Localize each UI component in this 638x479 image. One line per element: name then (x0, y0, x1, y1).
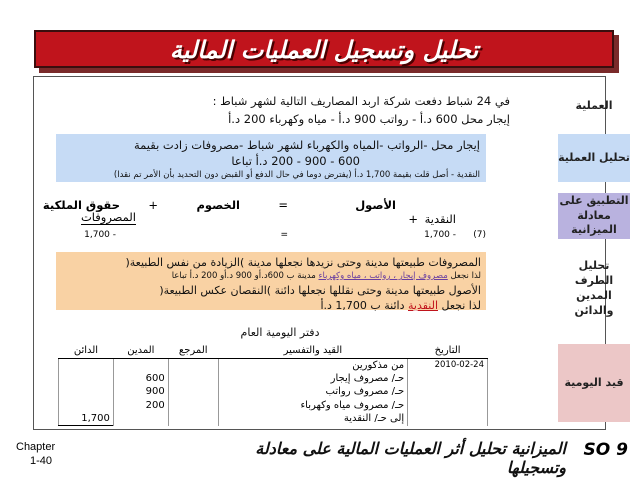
footer (0, 440, 638, 479)
equation-ref: (7) (473, 230, 486, 240)
journal-date (408, 385, 488, 399)
analysis-line-1: إيجار محل -الرواتب -المياه والكهرباء لشهر شباط -مصروفات زادت بقيمة (133, 138, 480, 152)
journal-heading: دفتر اليومية العام (240, 326, 320, 339)
journal-credit (59, 358, 114, 372)
journal-entry-text: إلى حـ/ النقدية (218, 412, 408, 426)
journal-credit: 1,700 (59, 412, 114, 426)
analysis-label: تحليل العملية (558, 134, 630, 182)
footer-title: الميزانية تحليل أثر العمليات المالية على معادلة (255, 439, 566, 458)
page-number: 1-40 (30, 455, 53, 467)
table-row (59, 399, 488, 413)
journal-label: قيد اليومية (558, 344, 630, 422)
assets-heading: الأصول (355, 198, 396, 212)
debit-credit-box (56, 252, 486, 310)
journal-ref (168, 412, 218, 426)
table-row (59, 372, 488, 386)
journal-header-row (59, 344, 488, 358)
journal-ref (168, 358, 218, 372)
study-objective: SO 9 (583, 440, 628, 460)
journal-header-credit: الدائن (59, 344, 114, 358)
cash-column: النقدية (424, 212, 456, 226)
equals-sign-2: = (280, 230, 288, 240)
journal-date (408, 399, 488, 413)
cash-account-link: النقدية (407, 299, 439, 312)
journal-table (58, 344, 488, 426)
transaction-line-1: في 24 شباط دفعت شركة اربد المصاريف التالية لشهر شباط : (212, 94, 510, 108)
plus-sign-2: + (408, 212, 418, 226)
liabilities-heading: الخصوم (196, 198, 240, 212)
journal-debit (113, 412, 168, 426)
journal-entry-text: حـ/ مصروف رواتب (218, 385, 408, 399)
journal-ref (168, 385, 218, 399)
expenses-column: المصروفات (80, 210, 136, 224)
journal-credit (59, 385, 114, 399)
table-row (59, 412, 488, 426)
table-row (59, 385, 488, 399)
table-row (59, 358, 488, 372)
journal-debit: 900 (113, 385, 168, 399)
debit-credit-line-4-post: دائنة ب 1,700 د.أ (320, 299, 405, 312)
journal-entry-text: حـ/ مصروف إيجار (218, 372, 408, 386)
journal-debit: 600 (113, 372, 168, 386)
expense-accounts-link: مصروف إيجار ، رواتب ، مياه وكهرباء (318, 271, 448, 281)
journal-ref (168, 372, 218, 386)
debit-credit-line-2-pre: لذا نجعل (450, 271, 481, 281)
equity-heading: حقوق الملكية (42, 198, 120, 212)
debit-credit-label: تحليل الطرف المدين والدائن (574, 259, 614, 317)
journal-header-debit: المدين (113, 344, 168, 358)
debit-credit-line-4 (61, 299, 481, 312)
equals-sign: = (278, 198, 288, 212)
journal-date: 2010-02-24 (408, 358, 488, 372)
chapter-word: Chapter (16, 441, 56, 453)
journal-entry-text: حـ/ مصروف مياه وكهرباء (218, 399, 408, 413)
transaction-label: العملية (575, 98, 613, 112)
debit-credit-line-4-pre: لذا نجعل (441, 299, 481, 312)
expense-value: 1,700 - (84, 230, 116, 240)
debit-credit-line-2 (61, 271, 481, 281)
transaction-line-2: إيجار محل 600 د.أ - رواتب 900 د.أ - مياه وكهرباء 200 د.أ (228, 112, 510, 126)
debit-credit-line-2-post: مدينة ب 600د.أو 900 د.أو 200 د.أ تباعا (171, 271, 316, 281)
journal-header-entry: القيد والتفسير (218, 344, 408, 358)
title-banner (34, 30, 614, 68)
journal-date (408, 372, 488, 386)
equation-table (42, 196, 486, 240)
analysis-line-3: النقدية - أصل قلت بقيمة 1,700 د.أ (يفترض دوما في حال الدفع أو القبض دون التحديد بأن الأمر تم نقدا) (113, 170, 480, 180)
journal-date (408, 412, 488, 426)
journal-credit (59, 399, 114, 413)
analysis-line-2: 600 - 900 - 200 د.أ تباعا (231, 154, 360, 168)
debit-credit-line-3: الأصول طبيعتها مدينة وحتى نقللها نجعلها دائنة )النقصان عكس الطبيعة( (159, 284, 481, 297)
equation-label: التطبيق على معادلة الميزانية (558, 193, 630, 239)
footer-subtitle: وتسجيلها (506, 458, 566, 477)
slide-title: تحليل وتسجيل العمليات المالية (169, 36, 479, 64)
transaction-text (150, 94, 510, 126)
journal-entry-text: من مذكورين (218, 358, 408, 372)
journal-debit (113, 358, 168, 372)
journal-credit (59, 372, 114, 386)
journal-header-date: التاريخ (408, 344, 488, 358)
journal-header-ref: المرجع (168, 344, 218, 358)
journal-debit: 200 (113, 399, 168, 413)
analysis-box (56, 134, 486, 182)
journal-ref (168, 399, 218, 413)
debit-credit-line-1: المصروفات طبيعتها مدينة وحتى نزيدها نجعلها مدينة )الزيادة من نفس الطبيعة( (125, 256, 481, 269)
plus-sign: + (148, 198, 158, 212)
cash-value: 1,700 - (424, 230, 456, 240)
